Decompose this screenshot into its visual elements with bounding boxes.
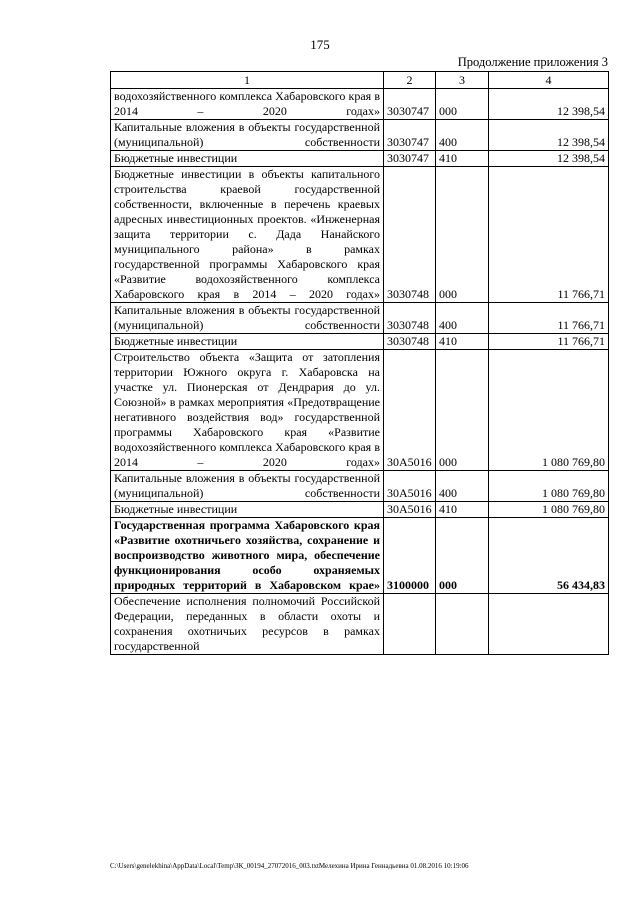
row-description: Капитальные вложения в объекты государственной (муниципальной) собственности — [111, 303, 384, 334]
target-article-code: 3030748 — [384, 303, 436, 334]
row-description: водохозяйственного комплекса Хабаровского края в 2014 – 2020 годах» — [111, 89, 384, 120]
expense-type-code: 400 — [436, 471, 489, 502]
expense-type-code: 400 — [436, 303, 489, 334]
expense-type-code: 410 — [436, 151, 489, 167]
target-article-code: 3100000 — [384, 518, 436, 594]
target-article-code: 3030747 — [384, 120, 436, 151]
table-row — [111, 594, 609, 655]
amount-value: 56 434,83 — [489, 518, 609, 594]
file-path-footer: C:\Users\genelekhina\AppData\Local\Temp\ЗК_00194_27072016_003.txtМелехина Ирина Геннадьевна 01.08.2016 10:19:06 — [110, 862, 469, 870]
column-header: 3 — [436, 72, 489, 89]
amount-value: 11 766,71 — [489, 303, 609, 334]
row-description: Капитальные вложения в объекты государственной (муниципальной) собственности — [111, 120, 384, 151]
target-article-code — [384, 594, 436, 655]
row-description: Бюджетные инвестиции — [111, 151, 384, 167]
column-header: 4 — [489, 72, 609, 89]
budget-table — [110, 71, 609, 655]
continuation-label: Продолжение приложения 3 — [457, 55, 608, 69]
row-description: Бюджетные инвестиции в объекты капитального строительства краевой государственной собственности, включенные в перечень краевых адресных инвестиционных проектов. «Инженерная защита территории с. Дада Нанайского муниципального района» в рамках государственной программы Хабаровского края «Развитие водохозяйственного комплекса Хабаровского края в 2014 – 2020 годах» — [111, 167, 384, 303]
target-article-code: 30А5016 — [384, 350, 436, 471]
table-row — [111, 350, 609, 471]
amount-value: 11 766,71 — [489, 334, 609, 350]
row-description: Строительство объекта «Защита от затопления территории Южного округа г. Хабаровска на участке ул. Пионерская от Дендрария до ул. Союзной» в рамках мероприятия «Предотвращение негативного воздействия вод» государственной программы Хабаровского края «Развитие водохозяйственного комплекса Хабаровского края в 2014 – 2020 годах» — [111, 350, 384, 471]
table-header-row — [111, 72, 609, 89]
target-article-code: 3030747 — [384, 151, 436, 167]
expense-type-code: 410 — [436, 502, 489, 518]
row-description: Обеспечение исполнения полномочий Российской Федерации, переданных в области охоты и сохранения охотничьих ресурсов в рамках государственной — [111, 594, 384, 655]
row-description: Бюджетные инвестиции — [111, 334, 384, 350]
expense-type-code: 000 — [436, 518, 489, 594]
row-description: Капитальные вложения в объекты государственной (муниципальной) собственности — [111, 471, 384, 502]
amount-value: 1 080 769,80 — [489, 350, 609, 471]
expense-type-code: 400 — [436, 120, 489, 151]
expense-type-code — [436, 594, 489, 655]
expense-type-code: 000 — [436, 350, 489, 471]
amount-value: 12 398,54 — [489, 151, 609, 167]
target-article-code: 30А5016 — [384, 471, 436, 502]
column-header: 1 — [111, 72, 384, 89]
target-article-code: 30А5016 — [384, 502, 436, 518]
row-description: Государственная программа Хабаровского края «Развитие охотничьего хозяйства, сохранение и воспроизводство животного мира, обеспечение функционирования особо охраняемых природных территорий в Хабаровском крае» — [111, 518, 384, 594]
amount-value: 12 398,54 — [489, 120, 609, 151]
amount-value: 11 766,71 — [489, 167, 609, 303]
target-article-code: 3030748 — [384, 167, 436, 303]
amount-value: 1 080 769,80 — [489, 471, 609, 502]
expense-type-code: 000 — [436, 89, 489, 120]
target-article-code: 3030748 — [384, 334, 436, 350]
row-description: Бюджетные инвестиции — [111, 502, 384, 518]
expense-type-code: 000 — [436, 167, 489, 303]
expense-type-code: 410 — [436, 334, 489, 350]
column-header: 2 — [384, 72, 436, 89]
amount-value: 12 398,54 — [489, 89, 609, 120]
table-row — [111, 89, 609, 120]
table-row — [111, 471, 609, 502]
table-row — [111, 303, 609, 334]
page-number: 175 — [310, 37, 330, 52]
table-row — [111, 334, 609, 350]
table-row — [111, 151, 609, 167]
target-article-code: 3030747 — [384, 89, 436, 120]
amount-value: 1 080 769,80 — [489, 502, 609, 518]
table-row — [111, 502, 609, 518]
table-row — [111, 167, 609, 303]
amount-value — [489, 594, 609, 655]
table-row — [111, 120, 609, 151]
table-row-program-total — [111, 518, 609, 594]
